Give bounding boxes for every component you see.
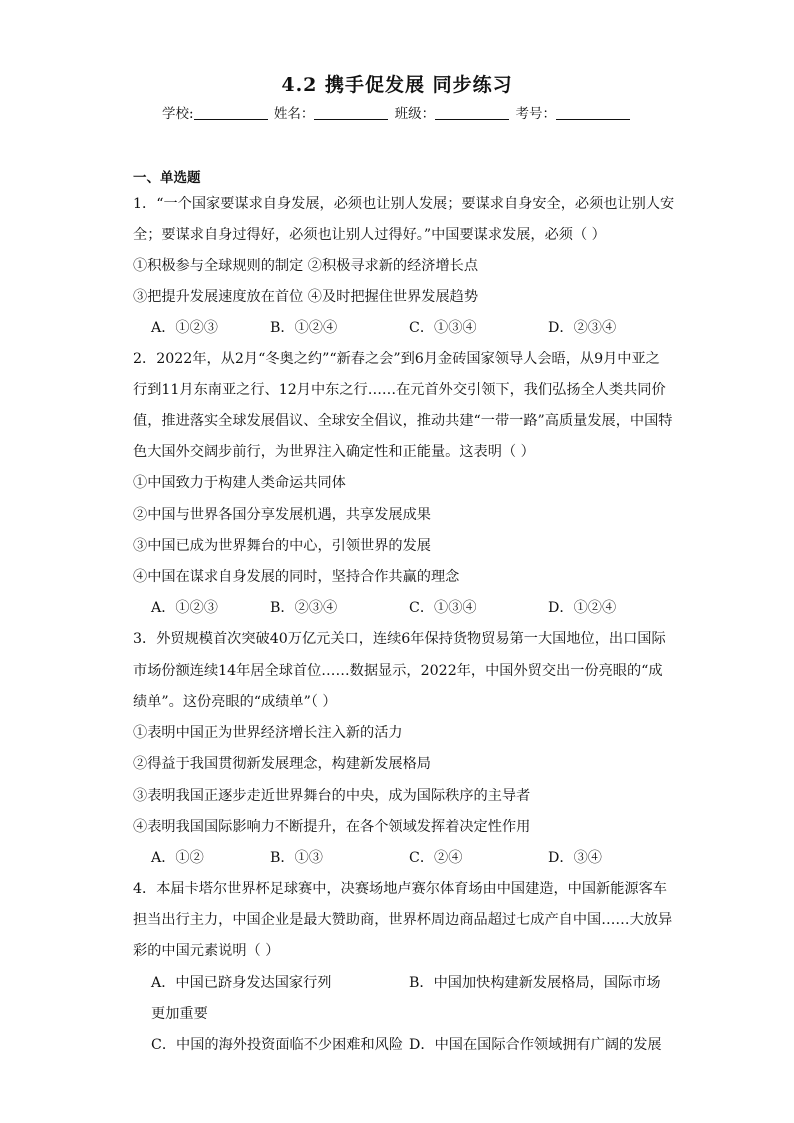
exam-no-label: 考号：	[515, 106, 556, 122]
q4-option-b: B．中国加快构建新发展格局，国际市场	[409, 975, 661, 991]
q1-line-2: 全；要谋求自身过得好，必须也让别人过得好。”中国要谋求发展，必须（ ）	[133, 227, 606, 243]
q2-line-2: 行到11月东南亚之行、12月中东之行……在元首外交引领下，我们弘扬全人类共同价	[133, 382, 666, 398]
q2-line-8: ④中国在谋求自身发展的同时，坚持合作共赢的理念	[133, 569, 460, 585]
q4-option-a: A．中国已跻身发达国家行列	[151, 975, 332, 991]
q2-line-6: ②中国与世界各国分享发展机遇，共享发展成果	[133, 507, 431, 523]
school-blank[interactable]	[194, 107, 268, 120]
q3-line-4: ①表明中国正为世界经济增长注入新的活力	[133, 725, 403, 741]
q2-option-b: B．②③④	[270, 600, 338, 616]
q1-option-c: C．①③④	[409, 320, 477, 336]
q3-line-6: ③表明我国正逐步走近世界舞台的中央，成为国际秩序的主导者	[133, 788, 531, 804]
q2-line-4: 色大国外交阔步前行，为世界注入确定性和正能量。这表明（ ）	[133, 444, 535, 460]
q2-line-3: 值，推进落实全球发展倡议、全球安全倡议，推动共建“一带一路”高质量发展，中国特	[133, 413, 673, 429]
q4-option-d: D．中国在国际合作领域拥有广阔的发展	[409, 1037, 662, 1053]
q4-line-1: 4．本届卡塔尔世界杯足球赛中，决赛场地卢赛尔体育场由中国建造，中国新能源客车	[133, 881, 667, 897]
school-label: 学校:	[162, 106, 194, 122]
name-blank[interactable]	[314, 107, 388, 120]
class-blank[interactable]	[435, 107, 509, 120]
q3-line-1: 3．外贸规模首次突破40万亿元关口，连续6年保持货物贸易第一大国地位，出口国际	[133, 631, 666, 647]
q2-line-1: 2．2022年，从2月“冬奥之约”“新春之会”到6月金砖国家领导人会晤，从9月中亚之	[133, 351, 660, 367]
class-label: 班级：	[394, 106, 436, 122]
q2-line-5: ①中国致力于构建人类命运共同体	[133, 475, 346, 491]
q1-line-3: ①积极参与全球规则的制定 ②积极寻求新的经济增长点	[133, 258, 479, 274]
page-title: 4.2 携手促发展 同步练习	[281, 74, 513, 96]
student-info-row	[0, 102, 794, 122]
q3-option-a: A．①②	[151, 850, 204, 866]
q3-line-7: ④表明我国国际影响力不断提升，在各个领域发挥着决定性作用	[133, 819, 531, 835]
q2-option-a: A．①②③	[151, 600, 218, 616]
q3-option-d: D．③④	[548, 850, 602, 866]
q4-line-2: 担当出行主力，中国企业是最大赞助商，世界杯周边商品超过七成产自中国……大放异	[133, 912, 673, 928]
q3-option-c: C．②④	[409, 850, 463, 866]
q2-option-c: C．①③④	[409, 600, 477, 616]
q1-option-a: A．①②③	[151, 320, 218, 336]
q1-line-4: ③把提升发展速度放在首位 ④及时把握住世界发展趋势	[133, 289, 479, 305]
q2-option-d: D．①②④	[548, 600, 617, 616]
q3-option-b: B．①③	[270, 850, 323, 866]
q1-option-b: B．①②④	[270, 320, 338, 336]
q4-option-b-continued: 更加重要	[151, 1006, 208, 1022]
exam-no-blank[interactable]	[556, 107, 630, 120]
q1-line-1: 1．“一个国家要谋求自身发展，必须也让别人发展；要谋求自身安全，必须也让别人安	[133, 196, 675, 212]
name-label: 姓名：	[273, 106, 315, 122]
q3-line-3: 绩单”。这份亮眼的“成绩单”（ ）	[133, 694, 337, 710]
section-heading: 一、单选题	[133, 170, 201, 186]
q3-line-5: ②得益于我国贯彻新发展理念，构建新发展格局	[133, 756, 431, 772]
q3-line-2: 市场份额连续14年居全球首位……数据显示，2022年，中国外贸交出一份亮眼的“成	[133, 663, 663, 679]
q1-option-d: D．②③④	[548, 320, 617, 336]
q2-line-7: ③中国已成为世界舞台的中心，引领世界的发展	[133, 538, 431, 554]
q4-line-3: 彩的中国元素说明（ ）	[133, 943, 280, 959]
q4-option-c: C．中国的海外投资面临不少困难和风险	[151, 1037, 404, 1053]
